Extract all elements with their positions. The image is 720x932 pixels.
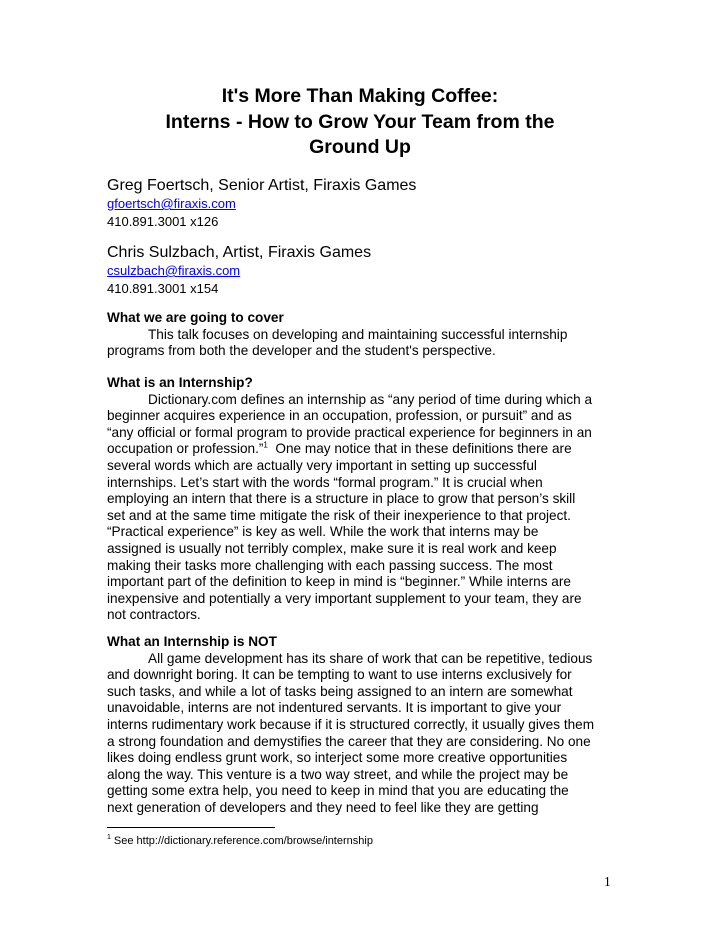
author-block-2: [107, 243, 371, 297]
footnote-divider: [107, 827, 275, 828]
section-paragraph: [107, 651, 615, 817]
section-heading: What we are going to cover: [107, 310, 284, 325]
section-paragraph: [107, 392, 615, 624]
footnote-mark: 1: [107, 834, 111, 842]
paragraph-line: internships. Let’s start with the words “formal program.” It is crucial when: [107, 474, 543, 490]
paragraph-line: interns rudimentary work because if it is structured correctly, it usually gives them: [107, 716, 595, 732]
section-paragraph: [107, 327, 615, 360]
author-email-link[interactable]: gfoertsch@firaxis.com: [107, 196, 236, 211]
paragraph-line: employing an intern that there is a structure in place to grow that person’s skill: [107, 491, 576, 507]
line-text-tail: One may notice that in these definitions there are: [267, 441, 572, 457]
paragraph-line: likes doing endless grunt work, so interject some more creative opportunities: [107, 750, 568, 766]
title-line-2: Interns - How to Grow Your Team from the: [165, 110, 555, 133]
paragraph-line: “any official or formal program to provide practical experience for beginners in an: [107, 424, 592, 440]
paragraph-line: along the way. This venture is a two way street, and while the project may be: [107, 766, 569, 782]
section-heading: What is an Internship?: [107, 375, 253, 390]
paragraph-line: “Practical experience” is key as well. While the work that interns may be: [107, 524, 539, 540]
paragraph-line: programs from both the developer and the student's perspective.: [107, 343, 496, 359]
footnote-text: See http://dictionary.reference.com/browse/internship: [113, 835, 373, 847]
author-phone: 410.891.3001 x154: [107, 281, 219, 296]
paragraph-line: next generation of developers and they need to feel like they are getting: [107, 799, 539, 815]
section-cover: [107, 310, 615, 360]
section-heading: What an Internship is NOT: [107, 634, 277, 649]
document-title: [107, 84, 613, 161]
author-email-link[interactable]: csulzbach@firaxis.com: [107, 263, 241, 278]
author-phone: 410.891.3001 x126: [107, 214, 219, 229]
page-number: 1: [604, 874, 611, 889]
author-name: Chris Sulzbach, Artist, Firaxis Games: [107, 244, 372, 261]
section-what-internship-is-not: [107, 634, 615, 817]
author-name: Greg Foertsch, Senior Artist, Firaxis Games: [107, 177, 417, 194]
paragraph-line: important part of the definition to keep in mind is “beginner.” While interns are: [107, 574, 571, 590]
paragraph-line: This talk focuses on developing and maintaining successful internship: [148, 326, 568, 342]
paragraph-line: a strong foundation and demystifies the career that they are considering. No one: [107, 733, 591, 749]
paragraph-line: Dictionary.com defines an internship as “any period of time during which a: [148, 391, 593, 407]
paragraph-line: beginner acquires experience in an occupation, profession, or pursuit” and as: [107, 408, 572, 424]
paragraph-line: All game development has its share of work that can be repetitive, tedious: [148, 650, 593, 666]
paragraph-line-with-footnote: [107, 441, 615, 458]
section-what-is-internship: [107, 375, 615, 624]
footnote: [107, 834, 373, 848]
paragraph-line: unavoidable, interns are not indentured servants. It is important to give your: [107, 700, 562, 716]
paragraph-line: making their tasks more challenging with each passing success. The most: [107, 557, 553, 573]
footnote-reference[interactable]: 1: [263, 440, 268, 450]
paragraph-line: inexpensive and potentially a very important supplement to your team, they are: [107, 590, 582, 606]
paragraph-line: getting some extra help, you need to keep in mind that you are educating the: [107, 783, 569, 799]
paragraph-line: not contractors.: [107, 607, 201, 623]
paragraph-line: and downright boring. It can be tempting to want to use interns exclusively for: [107, 667, 572, 683]
author-block-1: [107, 176, 416, 230]
title-line-3: Ground Up: [309, 136, 411, 158]
title-line-1: It's More Than Making Coffee:: [221, 85, 499, 107]
paragraph-line: assigned is usually not terribly complex, make sure it is real work and keep: [107, 540, 557, 556]
paragraph-line: set and at the same time mitigate the risk of their inexperience to that project.: [107, 507, 571, 523]
paragraph-line: several words which are actually very important in setting up successful: [107, 457, 537, 473]
paragraph-line: such tasks, and while a lot of tasks being assigned to an intern are somewhat: [107, 683, 573, 699]
line-text: occupation or profession.”: [107, 441, 264, 457]
